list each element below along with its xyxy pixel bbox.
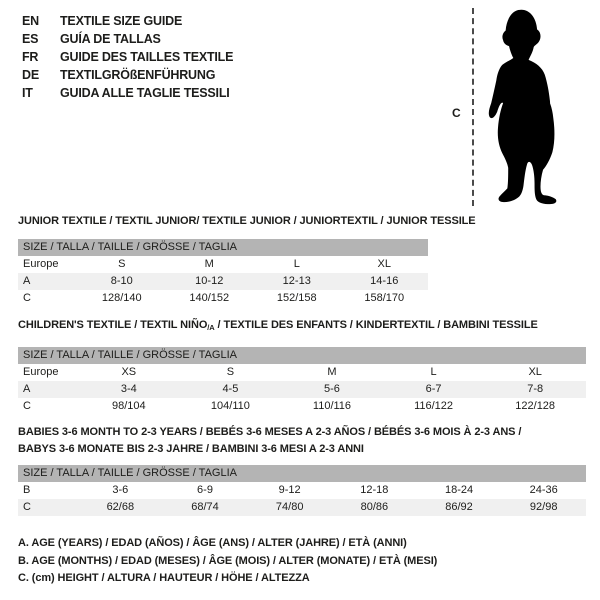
value-cell: 7-8 bbox=[527, 383, 544, 395]
lang-code: ES bbox=[22, 32, 39, 46]
children-size-table bbox=[18, 347, 586, 415]
junior-size-table bbox=[18, 239, 428, 307]
value-cell: M bbox=[204, 258, 214, 270]
value-cell: 3-6 bbox=[112, 484, 129, 496]
size-header-bar: SIZE / TALLA / TAILLE / GRÖSSE / TAGLIA bbox=[18, 465, 586, 482]
value-cell: 158/170 bbox=[364, 292, 405, 304]
row-label-cell: A bbox=[23, 275, 31, 287]
lang-code: EN bbox=[22, 14, 39, 28]
value-cell: L bbox=[293, 258, 300, 270]
babies-section-title bbox=[18, 424, 521, 458]
lang-row-es bbox=[22, 30, 233, 48]
value-cell: XS bbox=[121, 366, 137, 378]
babies-title-line1: BABIES 3-6 MONTH TO 2-3 YEARS / BEBÉS 3-6 MESES A 2-3 AÑOS / BÉBÉS 3-6 MOIS À 2-3 ANS / bbox=[18, 426, 522, 438]
value-cell: 4-5 bbox=[222, 383, 239, 395]
toddler-silhouette-image bbox=[481, 4, 583, 210]
children-title-post: / TEXTILE DES ENFANTS / KINDERTEXTIL / BAMBINI TESSILE bbox=[214, 319, 538, 331]
footnote-a: A. AGE (YEARS) / EDAD (AÑOS) / ÂGE (ANS) / ALTER (JAHRE) / ETÀ (ANNI) bbox=[18, 537, 407, 549]
children-table-body bbox=[18, 364, 586, 415]
value-cell: 12-13 bbox=[282, 275, 311, 287]
footnotes bbox=[18, 537, 437, 590]
table-row bbox=[18, 364, 586, 381]
value-cell: 140/152 bbox=[189, 292, 230, 304]
value-cell: 80/86 bbox=[360, 501, 389, 513]
value-cell: 110/116 bbox=[312, 400, 352, 412]
height-measure-label: C bbox=[452, 106, 461, 120]
row-label-cell: Europe bbox=[23, 258, 59, 270]
children-title-pre: CHILDREN'S TEXTILE / TEXTIL NIÑO bbox=[18, 319, 208, 331]
lang-row-it bbox=[22, 84, 233, 102]
value-cell: 128/140 bbox=[101, 292, 142, 304]
value-cell: L bbox=[430, 366, 437, 378]
row-label-cell: B bbox=[23, 484, 31, 496]
lang-code: FR bbox=[22, 50, 39, 64]
lang-title: TEXTILGRÖßENFÜHRUNG bbox=[60, 68, 216, 82]
lang-title: GUIDA ALLE TAGLIE TESSILI bbox=[60, 86, 230, 100]
value-cell: 122/128 bbox=[515, 400, 556, 412]
babies-title-line2: BABYS 3-6 MONATE BIS 2-3 JAHRE / BAMBINI 3-6 MESI A 2-3 ANNI bbox=[18, 443, 364, 455]
value-cell: 116/122 bbox=[414, 400, 454, 412]
table-row bbox=[18, 273, 428, 290]
value-cell: 92/98 bbox=[529, 501, 558, 513]
size-header-bar: SIZE / TALLA / TAILLE / GRÖSSE / TAGLIA bbox=[18, 239, 428, 256]
children-section-title bbox=[18, 319, 538, 332]
size-header-bar: SIZE / TALLA / TAILLE / GRÖSSE / TAGLIA bbox=[18, 347, 586, 364]
value-cell: 9-12 bbox=[278, 484, 301, 496]
table-row bbox=[18, 256, 428, 273]
value-cell: 98/104 bbox=[111, 400, 146, 412]
row-label-cell: C bbox=[23, 292, 31, 304]
value-cell: XL bbox=[377, 258, 391, 270]
table-row bbox=[18, 381, 586, 398]
value-cell: 86/92 bbox=[445, 501, 473, 513]
table-row bbox=[18, 499, 586, 516]
junior-table-body bbox=[18, 256, 428, 307]
junior-section-title: JUNIOR TEXTILE / TEXTIL JUNIOR/ TEXTILE JUNIOR / JUNIORTEXTIL / JUNIOR TESSILE bbox=[18, 215, 476, 227]
value-cell: S bbox=[118, 258, 126, 270]
height-measure-dashed-line bbox=[472, 8, 474, 206]
value-cell: M bbox=[327, 366, 337, 378]
value-cell: 6-9 bbox=[197, 484, 213, 496]
value-cell: 14-16 bbox=[370, 275, 399, 287]
value-cell: S bbox=[226, 366, 235, 378]
lang-row-en bbox=[22, 12, 233, 30]
value-cell: 6-7 bbox=[425, 383, 442, 395]
lang-title: TEXTILE SIZE GUIDE bbox=[60, 14, 183, 28]
value-cell: 10-12 bbox=[195, 275, 224, 287]
row-label-cell: C bbox=[23, 400, 31, 412]
value-cell: XL bbox=[528, 366, 542, 378]
table-row bbox=[18, 290, 428, 307]
row-label-cell: A bbox=[23, 383, 31, 395]
children-title-subscript: /A bbox=[207, 323, 215, 332]
footnote-b: B. AGE (MONTHS) / EDAD (MESES) / ÂGE (MOIS) / ALTER (MONATE) / ETÀ (MESI) bbox=[18, 554, 438, 567]
value-cell: 5-6 bbox=[324, 383, 340, 395]
lang-code: DE bbox=[22, 68, 39, 82]
babies-size-table bbox=[18, 465, 586, 516]
value-cell: 152/158 bbox=[276, 292, 317, 304]
lang-row-fr bbox=[22, 48, 233, 66]
lang-code: IT bbox=[22, 86, 33, 100]
row-label-cell: Europe bbox=[23, 366, 59, 378]
value-cell: 74/80 bbox=[275, 501, 304, 513]
lang-row-de bbox=[22, 66, 233, 84]
value-cell: 18-24 bbox=[444, 484, 474, 496]
value-cell: 68/74 bbox=[191, 501, 219, 513]
lang-title: GUIDE DES TAILLES TEXTILE bbox=[60, 50, 234, 64]
value-cell: 104/110 bbox=[210, 400, 250, 412]
table-row bbox=[18, 482, 586, 499]
table-row bbox=[18, 398, 586, 415]
babies-table-body bbox=[18, 482, 586, 516]
language-header bbox=[22, 12, 233, 102]
value-cell: 62/68 bbox=[106, 501, 135, 513]
value-cell: 12-18 bbox=[360, 484, 389, 496]
lang-title: GUÍA DE TALLAS bbox=[60, 32, 161, 46]
value-cell: 3-4 bbox=[120, 383, 137, 395]
row-label-cell: C bbox=[23, 501, 31, 513]
value-cell: 8-10 bbox=[110, 275, 133, 287]
value-cell: 24-36 bbox=[529, 484, 558, 496]
footnote-c: C. (cm) HEIGHT / ALTURA / HAUTEUR / HÖHE / ALTEZZA bbox=[18, 572, 310, 584]
